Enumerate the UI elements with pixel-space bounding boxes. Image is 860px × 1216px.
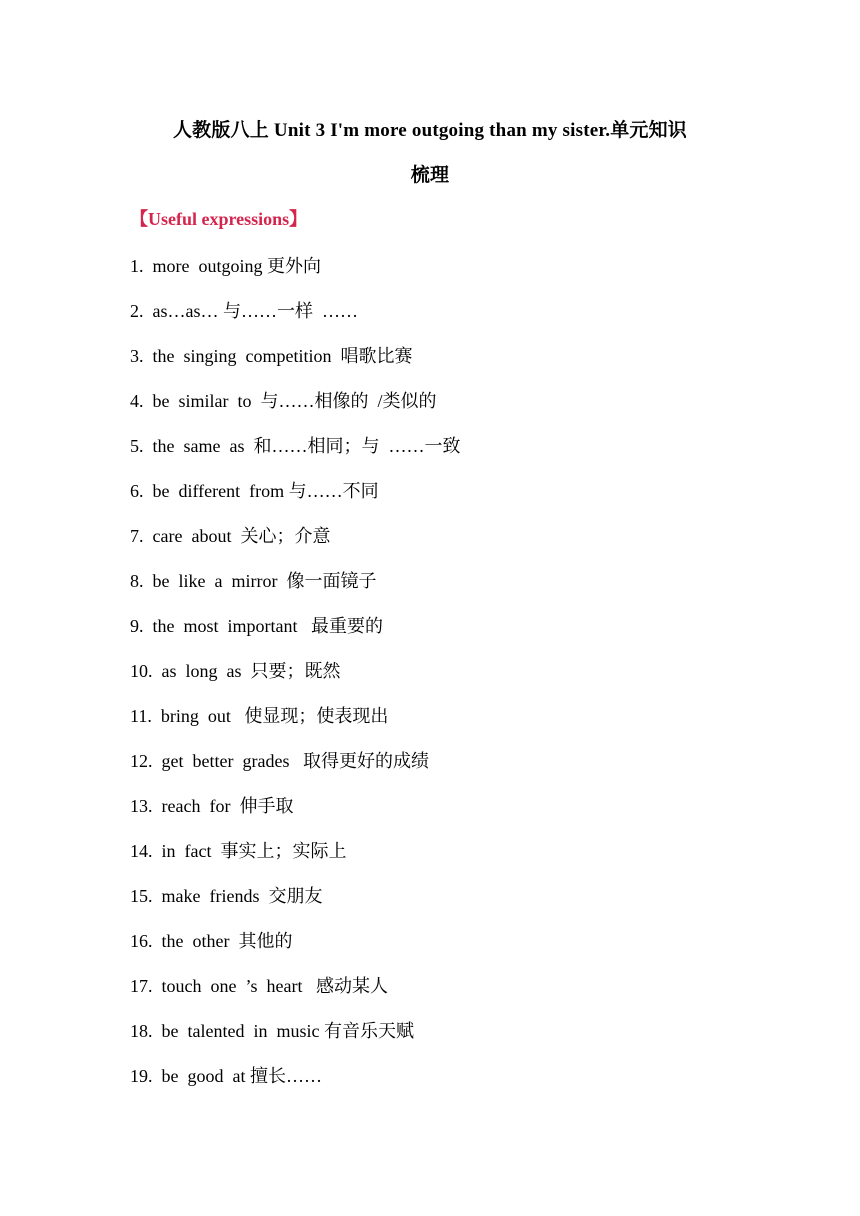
list-item: 10. as long as 只要；既然 bbox=[130, 661, 341, 681]
expressions-list bbox=[130, 253, 790, 1108]
list-item: 6. be different from 与……不同 bbox=[130, 481, 379, 501]
list-item: 13. reach for 伸手取 bbox=[130, 796, 294, 816]
list-item: 17. touch one ’s heart 感动某人 bbox=[130, 976, 388, 996]
list-item: 12. get better grades 取得更好的成绩 bbox=[130, 751, 429, 771]
list-item: 4. be similar to 与……相像的 /类似的 bbox=[130, 391, 437, 411]
list-item: 5. the same as 和……相同；与 ……一致 bbox=[130, 436, 461, 456]
document-title-continuation: 梳理 bbox=[410, 165, 450, 186]
list-item: 1. more outgoing 更外向 bbox=[130, 256, 321, 276]
list-item: 14. in fact 事实上；实际上 bbox=[130, 841, 347, 861]
list-item: 2. as…as… 与……一样 …… bbox=[130, 301, 358, 321]
list-item: 3. the singing competition 唱歌比赛 bbox=[130, 346, 413, 366]
list-item: 15. make friends 交朋友 bbox=[130, 886, 323, 906]
document-title: 人教版八上 Unit 3 I'm more outgoing than my sister.单元知识 bbox=[172, 120, 688, 141]
list-item: 19. be good at 擅长…… bbox=[130, 1066, 322, 1086]
section-heading-useful-expressions: 【Useful expressions】 bbox=[130, 209, 308, 229]
list-item: 11. bring out 使显现；使表现出 bbox=[130, 706, 389, 726]
list-item: 7. care about 关心；介意 bbox=[130, 526, 331, 546]
list-item: 8. be like a mirror 像一面镜子 bbox=[130, 571, 377, 591]
list-item: 16. the other 其他的 bbox=[130, 931, 293, 951]
list-item: 9. the most important 最重要的 bbox=[130, 616, 383, 636]
list-item: 18. be talented in music 有音乐天赋 bbox=[130, 1021, 414, 1041]
